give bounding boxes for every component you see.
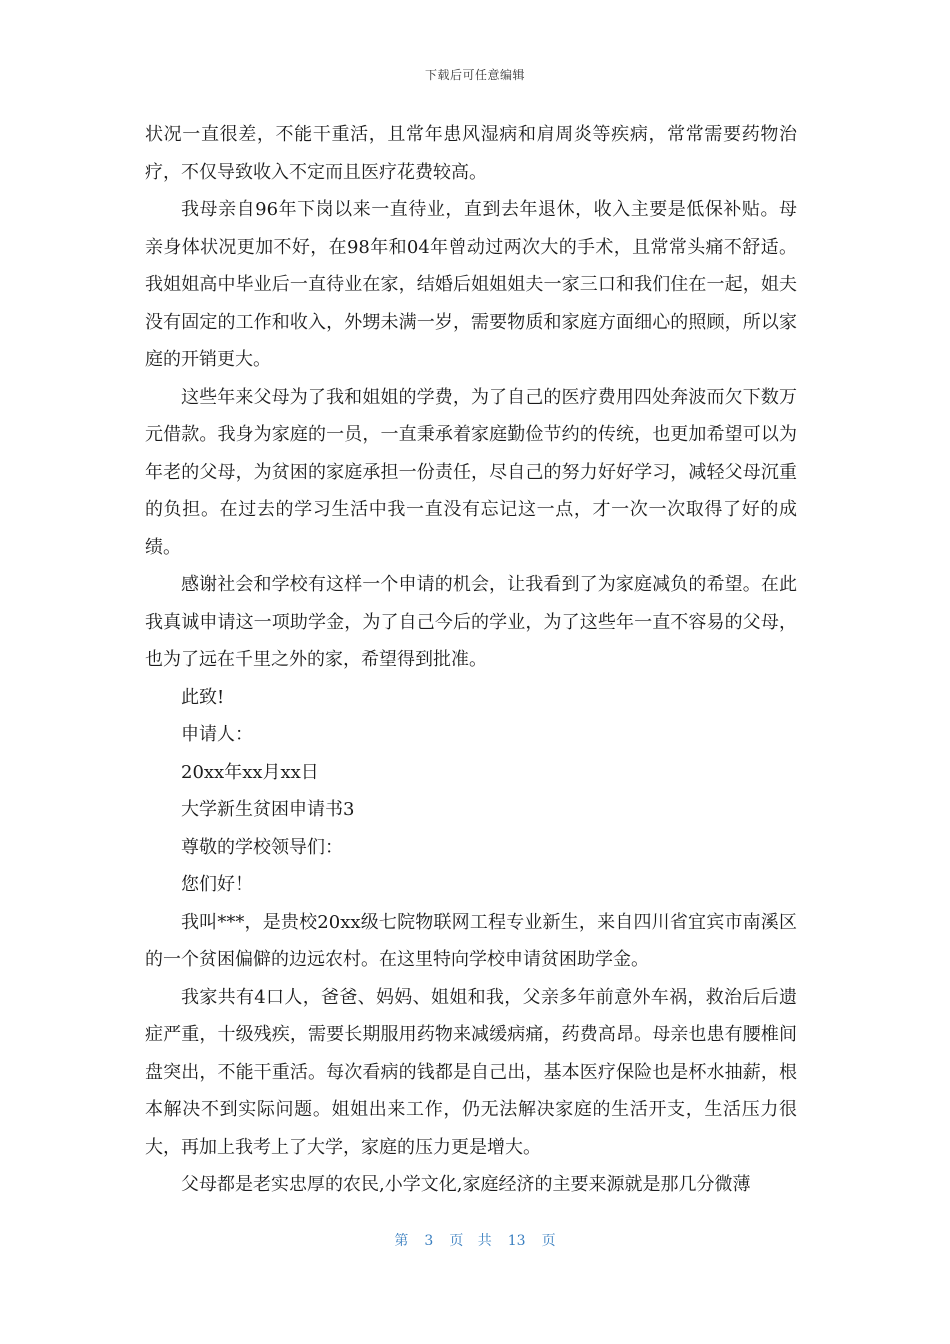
header-note: 下载后可任意编辑: [424, 68, 525, 82]
section-title: 大学新生贫困申请书3: [181, 799, 355, 820]
salutation: 尊敬的学校领导们：: [181, 836, 343, 858]
greeting: 您们好！: [181, 874, 253, 895]
total-pages-number: 13: [507, 1233, 526, 1249]
paragraph: 我叫***，是贵校20xx级七院物联网工程专业新生，来自四川省宜宾市南溪区的一个贫困偏僻的边远农村。在这里特向学校申请贫困助学金。: [145, 911, 797, 970]
footer-middle: 页 共: [449, 1233, 492, 1249]
paragraph: 我母亲自96年下岗以来一直待业，直到去年退休，收入主要是低保补贴。母亲身体状况更加不好，在98年和04年曾动过两次大的手术，且常常头痛不舒适。我姐姐高中毕业后一直待业在家，结婚后姐姐姐夫一家三口和我们住在一起，姐夫没有固定的工作和收入，外甥未满一岁，需要物质和家庭方面细心的照顾，所以家庭的开销更大。: [145, 199, 797, 370]
paragraph: 这些年来父母为了我和姐姐的学费，为了自己的医疗费用四处奔波而欠下数万元借款。我身为家庭的一员，一直秉承着家庭勤俭节约的传统，也更加希望可以为年老的父母，为贫困的家庭承担一份责任，尽自己的努力好好学习，减轻父母沉重的负担。在过去的学习生活中我一直没有忘记这一点，才一次一次取得了好的成绩。: [145, 386, 797, 558]
paragraph: 感谢社会和学校有这样一个申请的机会，让我看到了为家庭减负的希望。在此我真诚申请这一项助学金，为了自己今后的学业，为了这些年一直不容易的父母，也为了远在千里之外的家，希望得到批准。: [145, 574, 797, 670]
closing-salutation: 此致!: [181, 686, 225, 708]
body-text: [145, 116, 797, 1204]
page-number-footer: [0, 1230, 950, 1250]
date-line: 20xx年xx月xx日: [181, 761, 319, 783]
current-page-number: 3: [424, 1233, 434, 1249]
paragraph: 我家共有4口人，爸爸、妈妈、姐姐和我，父亲多年前意外车祸，救治后后遗症严重，十级残疾，需要长期服用药物来减缓病痛，药费高昂。母亲也患有腰椎间盘突出，不能干重活。每次看病的钱都是自己出，基本医疗保险也是杯水抽薪，根本解决不到实际问题。姐姐出来工作，仍无法解决家庭的生活开支，生活压力很大，再加上我考上了大学，家庭的压力更是增大。: [145, 986, 797, 1158]
paragraph: 状况一直很差，不能干重活，且常年患风湿病和肩周炎等疾病，常常需要药物治疗，不仅导致收入不定而且医疗花费较高。: [145, 124, 797, 183]
applicant-label: 申请人：: [181, 724, 253, 745]
footer-prefix: 第: [394, 1233, 409, 1249]
paragraph: 父母都是老实忠厚的农民,小学文化,家庭经济的主要来源就是那几分微薄: [181, 1174, 751, 1195]
footer-suffix: 页: [541, 1233, 556, 1249]
